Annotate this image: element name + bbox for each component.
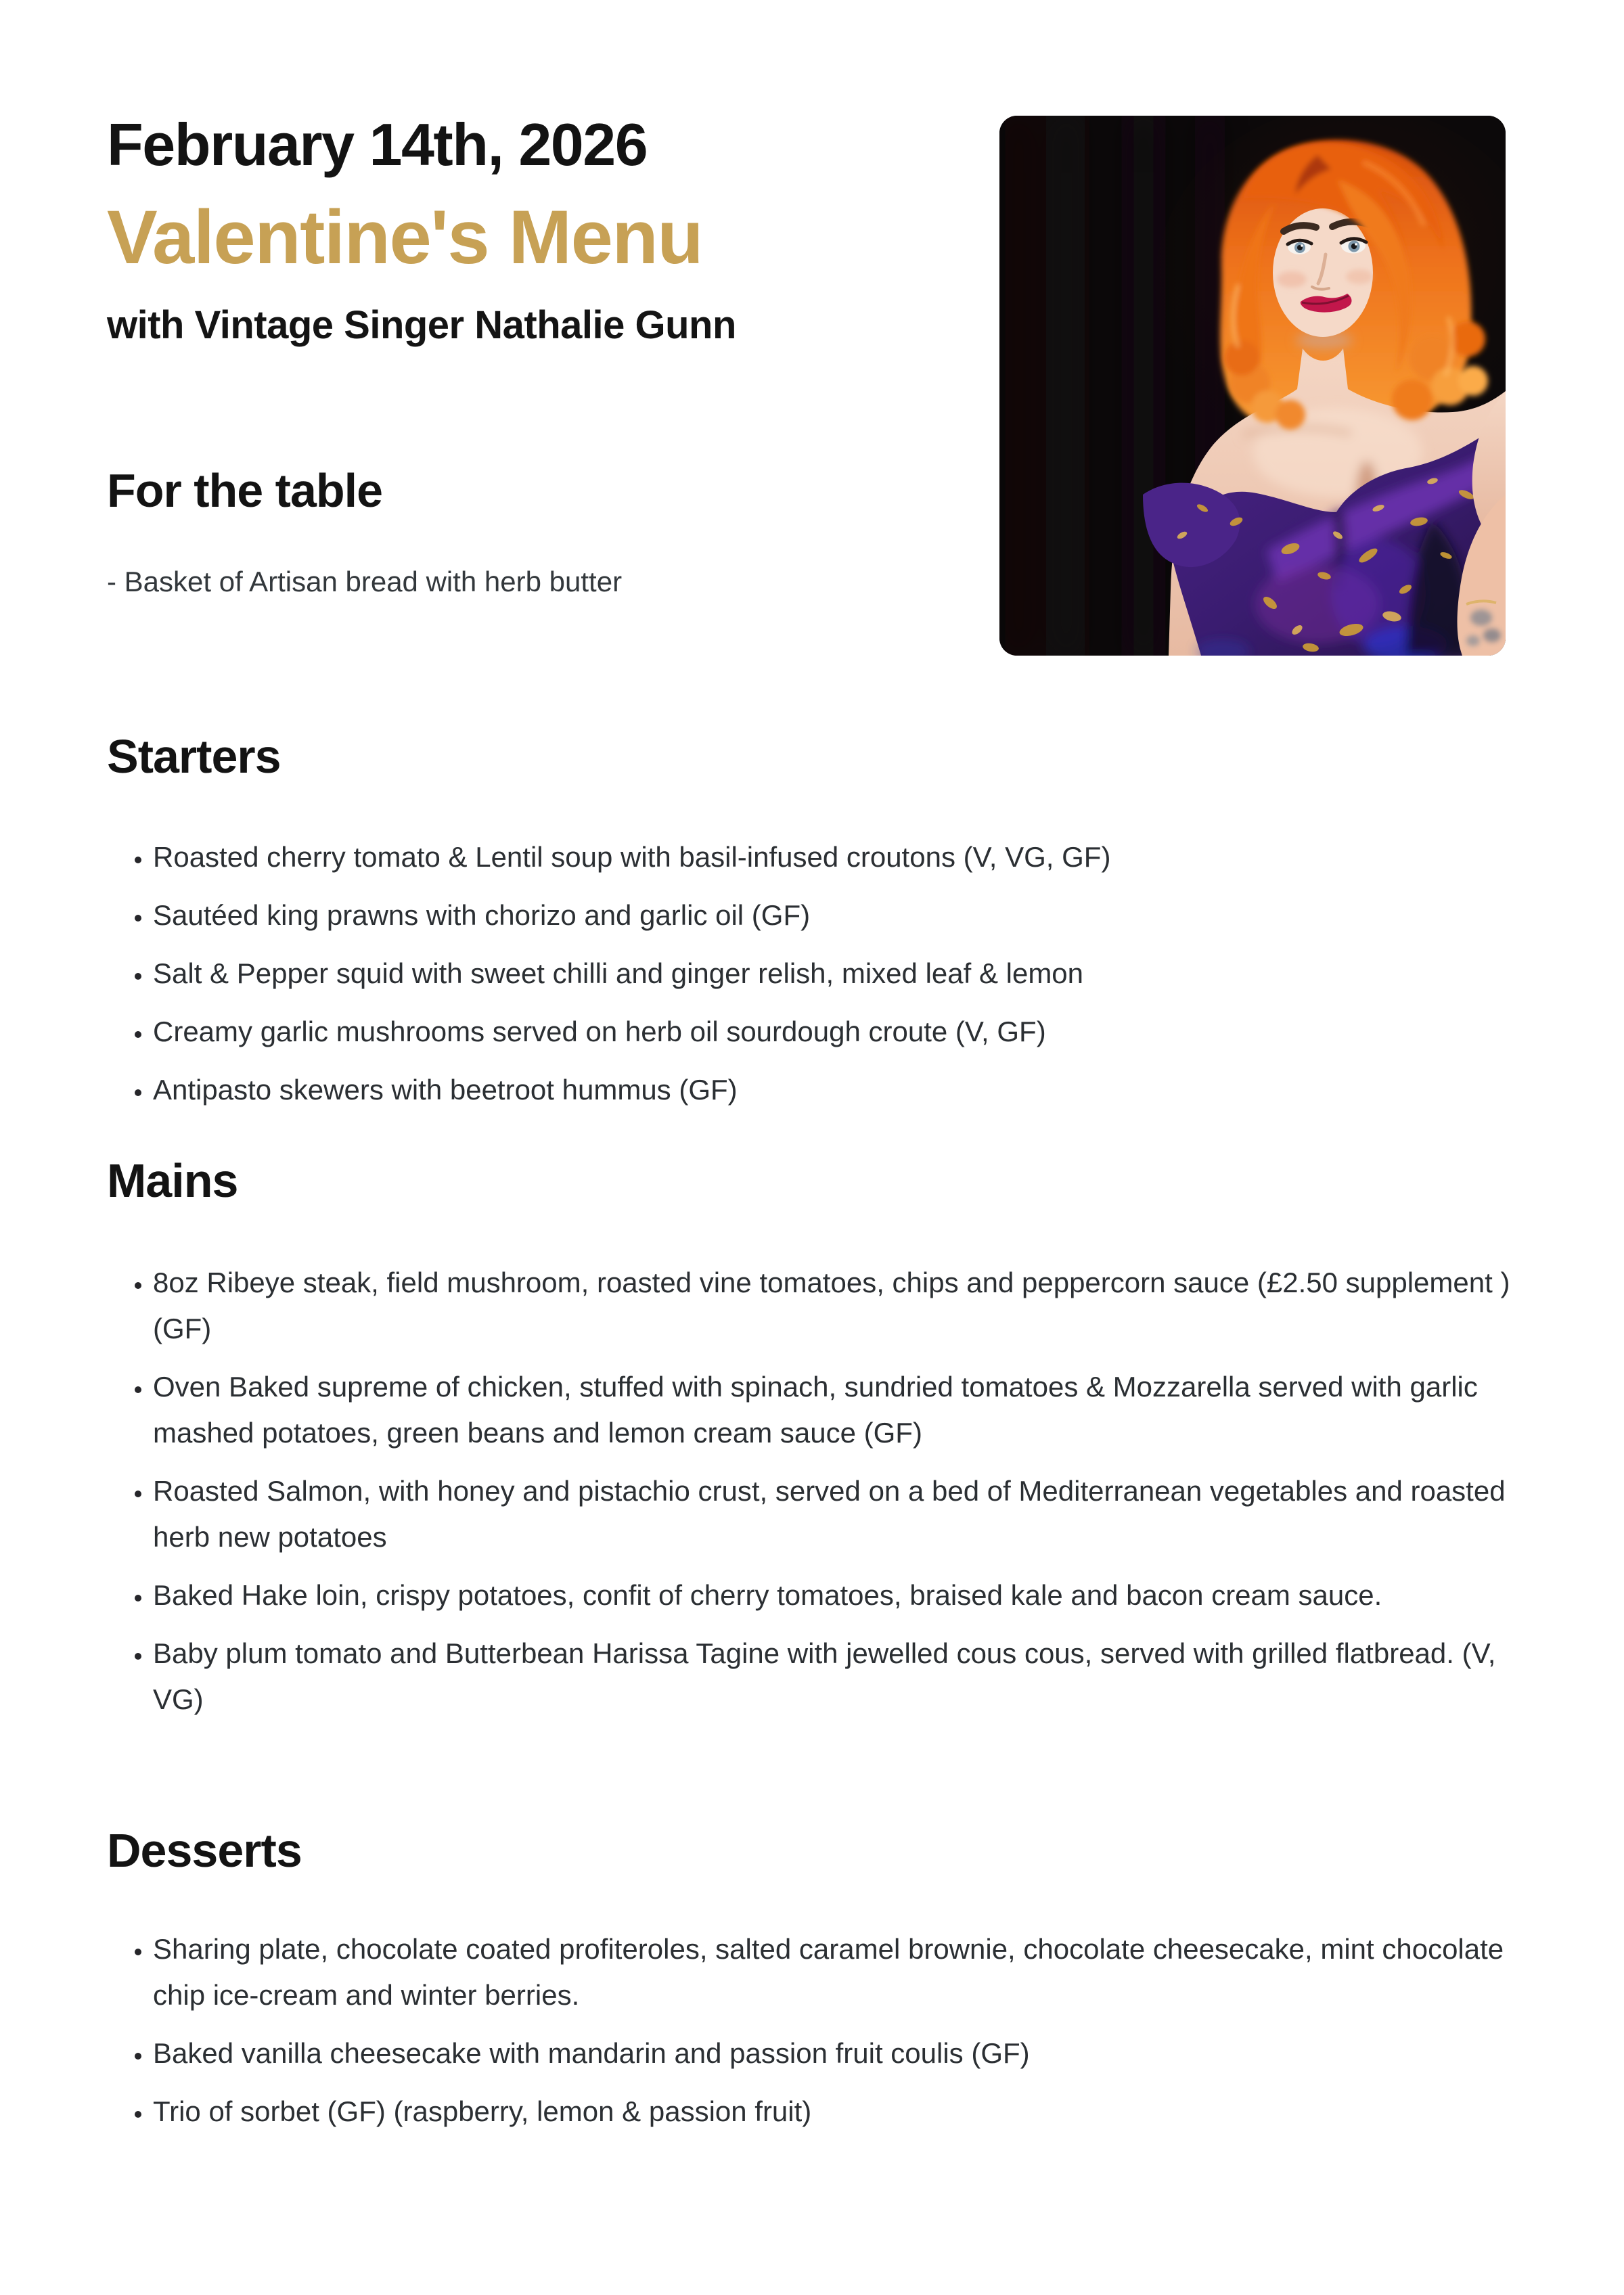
starters-heading: Starters (107, 730, 281, 783)
for-the-table-heading: For the table (107, 464, 383, 517)
menu-item: • Roasted cherry tomato & Lentil soup with basil-infused croutons (V, VG, GF) (153, 834, 1520, 880)
starters-list (107, 834, 1520, 1125)
menu-item: • Roasted Salmon, with honey and pistachio crust, served on a bed of Mediterranean vegetables and roasted herb new potatoes (153, 1468, 1520, 1560)
menu-title: Valentine's Menu (107, 195, 703, 279)
menu-item: • Baby plum tomato and Butterbean Harissa Tagine with jewelled cous cous, served with grilled flatbread. (V, VG) (153, 1631, 1520, 1723)
mains-heading: Mains (107, 1154, 238, 1207)
menu-item: • Oven Baked supreme of chicken, stuffed with spinach, sundried tomatoes & Mozzarella served with garlic mashed potatoes, green beans and lemon cream sauce (GF) (153, 1364, 1520, 1456)
menu-item: • Sautéed king prawns with chorizo and garlic oil (GF) (153, 892, 1520, 938)
desserts-heading: Desserts (107, 1824, 302, 1877)
date-title: February 14th, 2026 (107, 111, 648, 178)
menu-item: • Baked vanilla cheesecake with mandarin and passion fruit coulis (GF) (153, 2030, 1520, 2076)
menu-item: • Trio of sorbet (GF) (raspberry, lemon & passion fruit) (153, 2089, 1520, 2135)
menu-item: • 8oz Ribeye steak, field mushroom, roasted vine tomatoes, chips and peppercorn sauce (£2.50 supplement )(GF) (153, 1260, 1520, 1352)
desserts-list (107, 1926, 1520, 2147)
menu-item: • Baked Hake loin, crispy potatoes, confit of cherry tomatoes, braised kale and bacon cream sauce. (153, 1572, 1520, 1618)
subtitle: with Vintage Singer Nathalie Gunn (107, 303, 736, 347)
mains-list (107, 1260, 1520, 1735)
for-the-table-item: - Basket of Artisan bread with herb butter (107, 566, 623, 597)
menu-item: • Salt & Pepper squid with sweet chilli and ginger relish, mixed leaf & lemon (153, 951, 1520, 997)
menu-item: • Antipasto skewers with beetroot hummus (GF) (153, 1067, 1520, 1113)
menu-item: • Creamy garlic mushrooms served on herb oil sourdough croute (V, GF) (153, 1009, 1520, 1055)
menu-item: • Sharing plate, chocolate coated profiteroles, salted caramel brownie, chocolate cheesecake, mint chocolate chip ice-cream and winter berries. (153, 1926, 1520, 2018)
singer-portrait-photo (999, 116, 1506, 656)
